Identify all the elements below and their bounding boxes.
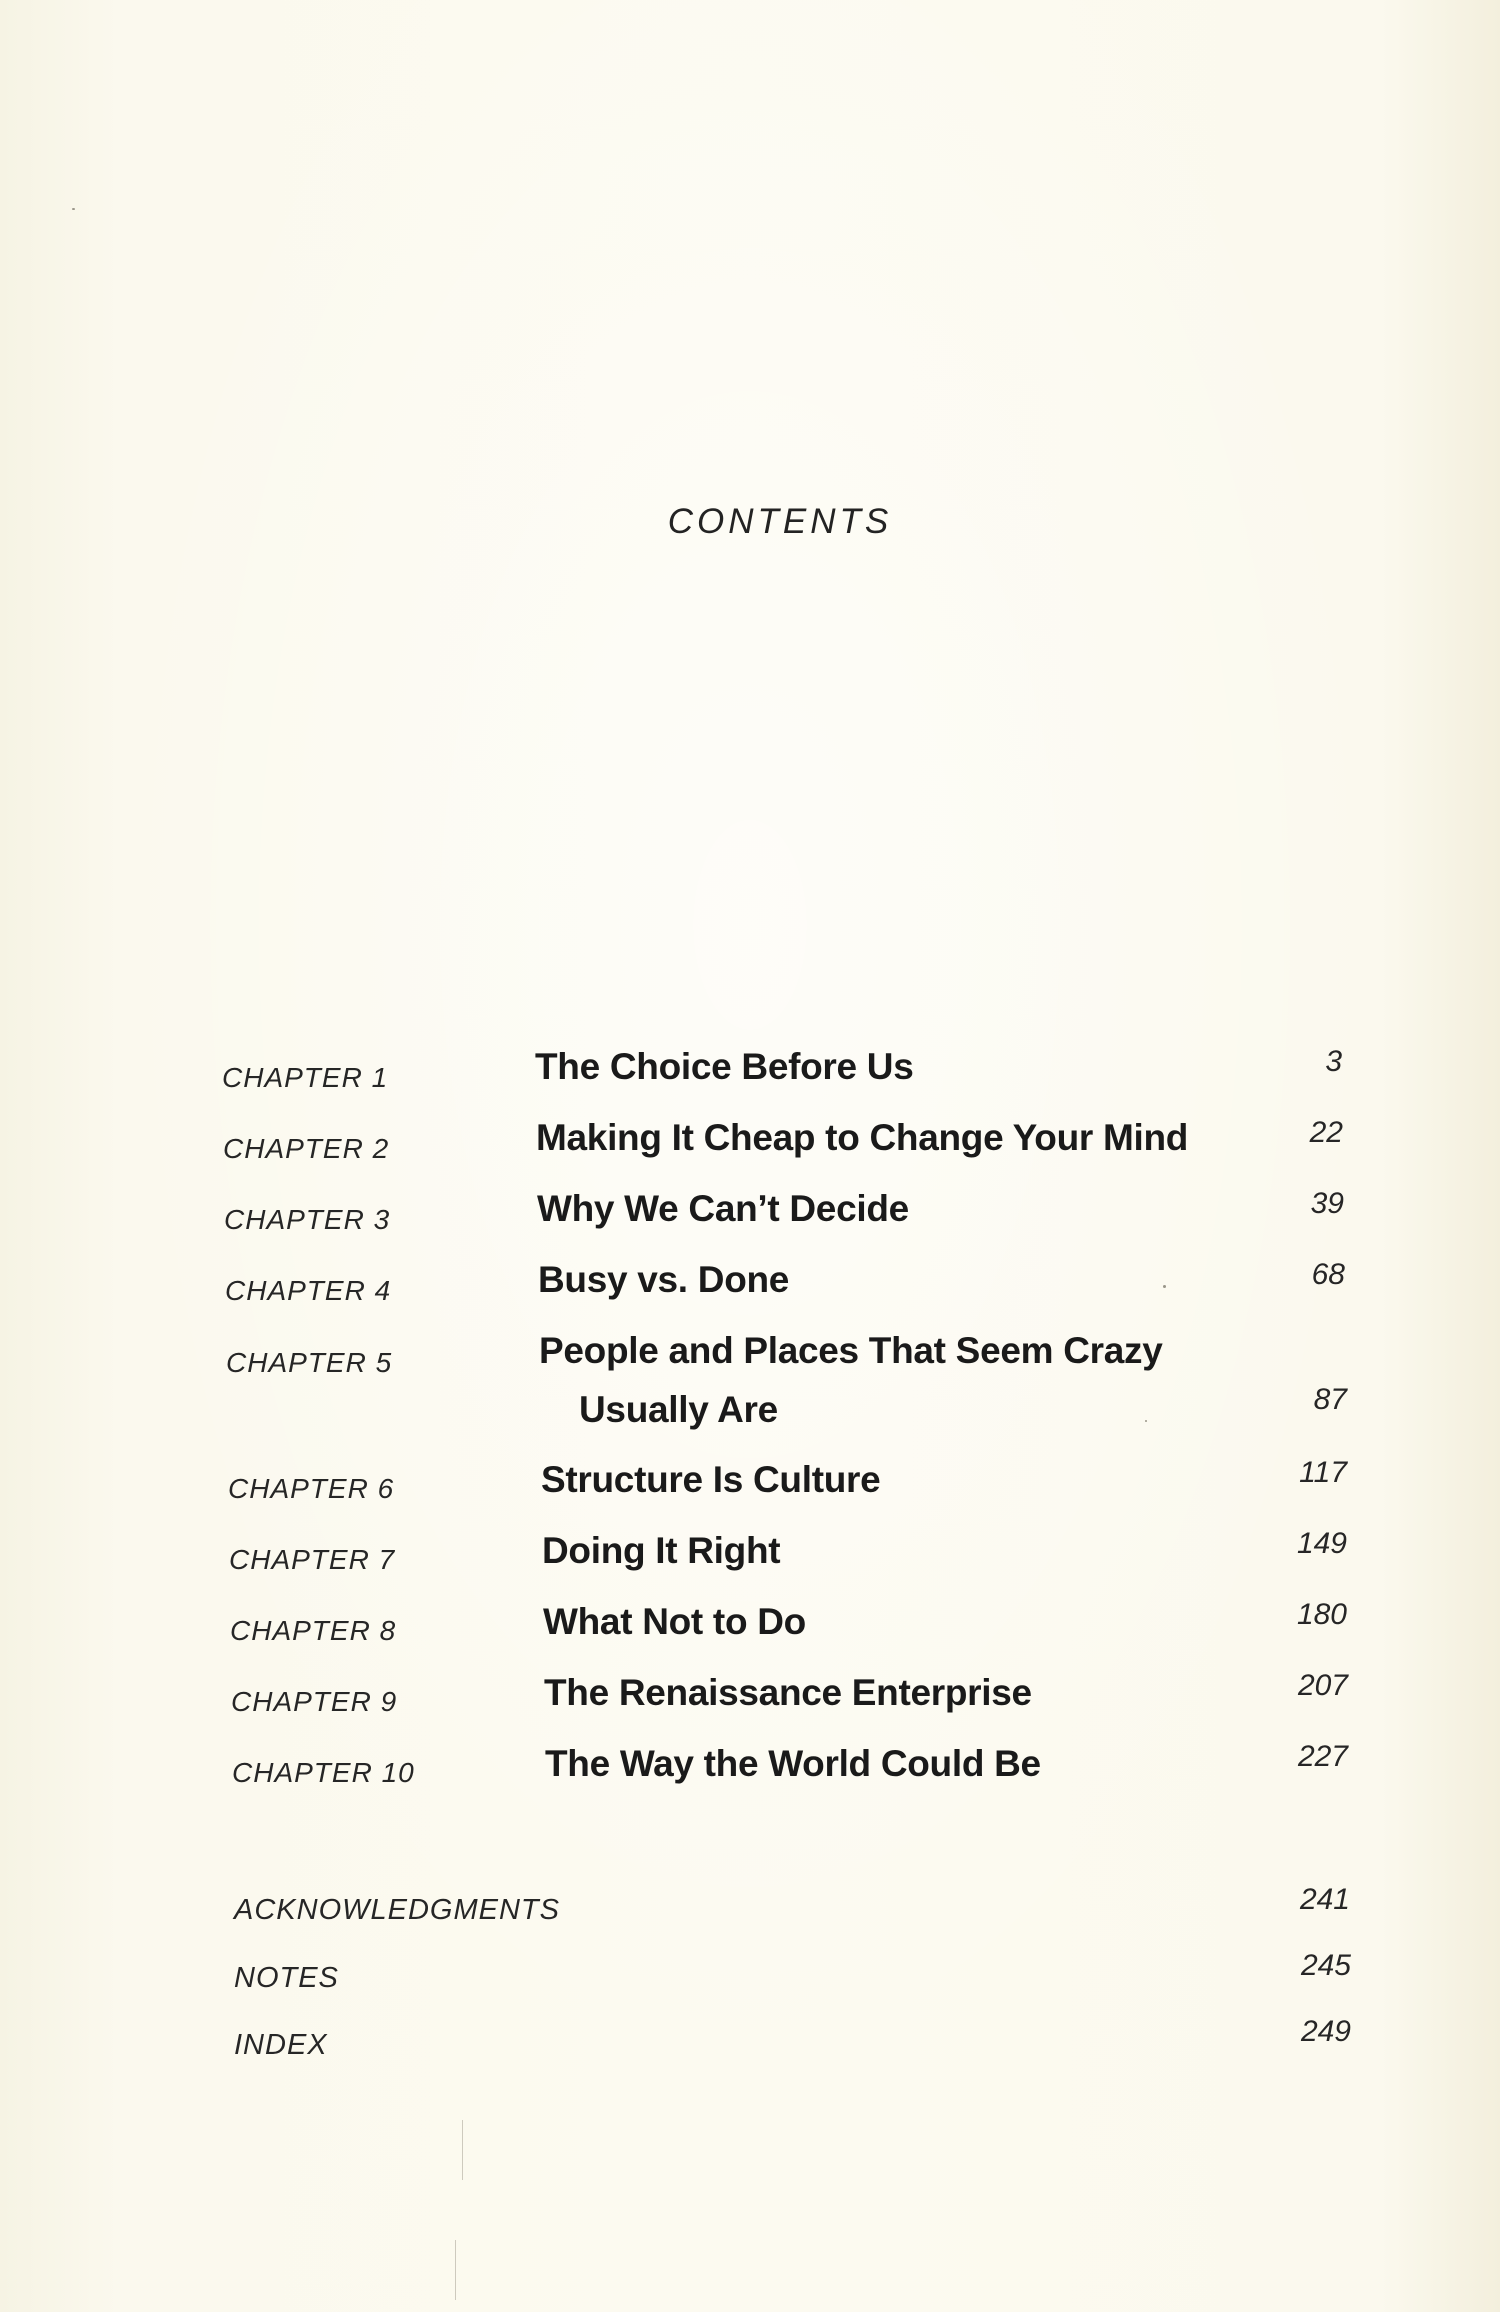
chapter-label: CHAPTER 8 xyxy=(230,1615,397,1646)
chapter-title: The Way the World Could Be xyxy=(545,1743,1041,1784)
chapter-title: The Choice Before Us xyxy=(535,1046,914,1087)
page-number: 117 xyxy=(1299,1456,1347,1489)
paper-mark xyxy=(462,2120,463,2180)
chapter-title: Busy vs. Done xyxy=(538,1259,790,1300)
page-number: 87 xyxy=(1313,1383,1347,1416)
paper-speck xyxy=(1145,1420,1147,1422)
chapter-label: CHAPTER 1 xyxy=(222,1062,389,1093)
chapter-title: People and Places That Seem Crazy xyxy=(539,1330,1163,1371)
chapter-label: CHAPTER 10 xyxy=(232,1757,415,1788)
page-number: 68 xyxy=(1311,1258,1345,1291)
back-matter-label: ACKNOWLEDGMENTS xyxy=(234,1894,560,1926)
chapter-title-continued: Usually Are xyxy=(579,1389,778,1430)
page-number: 241 xyxy=(1299,1883,1350,1916)
page-number: 249 xyxy=(1300,2015,1351,2048)
back-matter-label: NOTES xyxy=(234,1962,339,1994)
chapter-label: CHAPTER 4 xyxy=(225,1275,392,1306)
chapter-title: What Not to Do xyxy=(543,1601,806,1642)
page-number: 149 xyxy=(1296,1527,1347,1560)
page-number: 207 xyxy=(1297,1669,1348,1702)
page-number: 180 xyxy=(1296,1598,1347,1631)
chapter-title: The Renaissance Enterprise xyxy=(544,1672,1032,1713)
chapter-title: Structure Is Culture xyxy=(541,1459,881,1500)
page-number: 245 xyxy=(1300,1949,1351,1982)
page-title: CONTENTS xyxy=(667,502,893,541)
paper-mark xyxy=(455,2240,456,2300)
page-number: 22 xyxy=(1309,1116,1343,1149)
page-number: 39 xyxy=(1310,1187,1344,1220)
page-number: 3 xyxy=(1325,1045,1342,1078)
chapter-title: Doing It Right xyxy=(542,1530,781,1571)
chapter-label: CHAPTER 6 xyxy=(228,1473,395,1504)
chapter-label: CHAPTER 9 xyxy=(231,1686,398,1717)
chapter-title: Making It Cheap to Change Your Mind xyxy=(536,1117,1189,1158)
page-number: 227 xyxy=(1297,1740,1348,1773)
chapter-label: CHAPTER 7 xyxy=(229,1544,396,1575)
chapter-label: CHAPTER 3 xyxy=(224,1204,391,1235)
chapter-label: CHAPTER 2 xyxy=(223,1133,390,1164)
back-matter-label: INDEX xyxy=(234,2029,328,2061)
paper-speck xyxy=(72,208,75,210)
chapter-label: CHAPTER 5 xyxy=(226,1347,393,1378)
paper-speck xyxy=(1163,1285,1166,1288)
chapter-title: Why We Can’t Decide xyxy=(537,1188,909,1229)
